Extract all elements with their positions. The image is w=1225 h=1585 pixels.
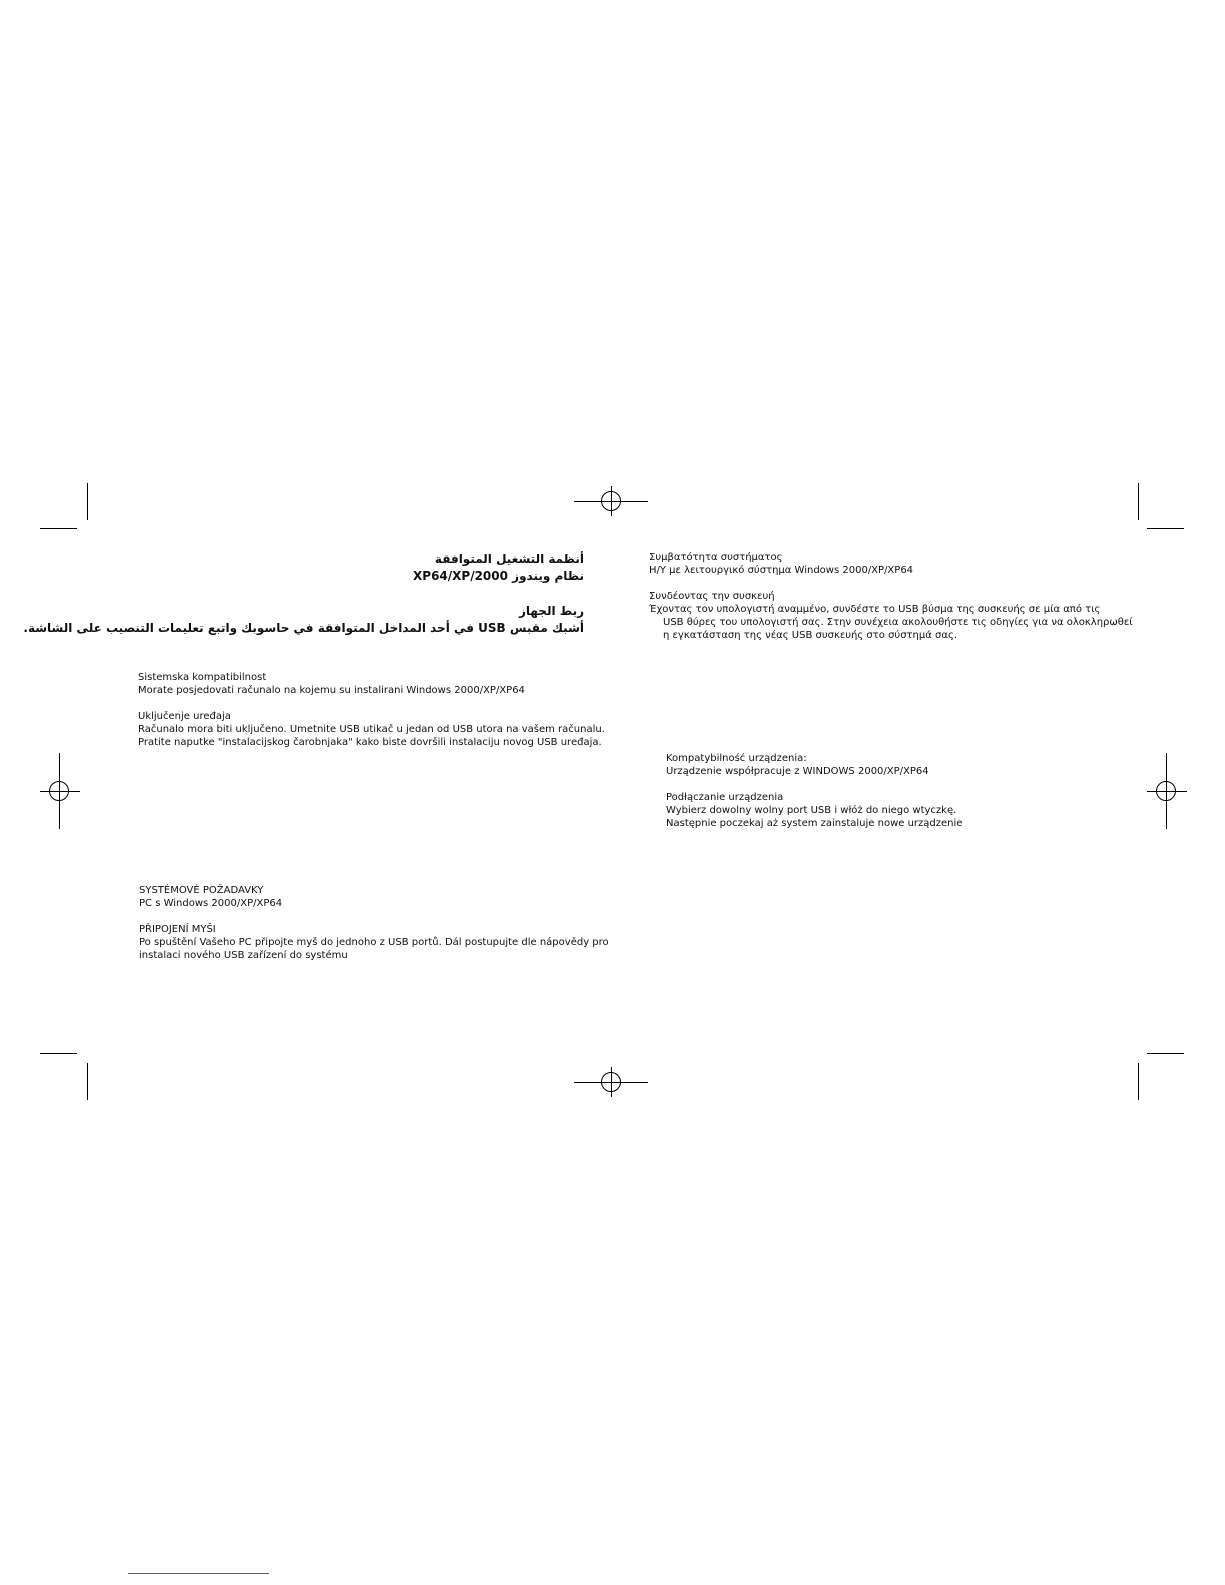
greek-title-connect: Συνδέοντας την συσκευή: [649, 591, 775, 602]
polish-title-connect: Podłączanie urządzenia: [666, 792, 784, 803]
croatian-connect-line-2: Pratite naputke "instalacijskog čarobnjaka" kako biste dovršili instalaciju novog USB uređaja.: [138, 737, 602, 748]
crop-mark-top-right-h: [1147, 528, 1184, 529]
polish-os-line: Urządzenie współpracuje z WINDOWS 2000/XP/XP64: [666, 766, 929, 777]
arabic-connect-instructions: أشبك مقبس USB في أحد المداخل المتوافقة في حاسوبك واتبع تعليمات التنصيب على الشاشة.: [23, 621, 584, 635]
croatian-title-connect: Uključenje uređaja: [138, 711, 231, 722]
czech-os-line: PC s Windows 2000/XP/XP64: [139, 898, 283, 909]
arabic-title-compatibility: أنظمة التشغيل المتوافقة: [434, 552, 584, 566]
registration-target-bottom: [601, 1072, 621, 1092]
arabic-os-line: نظام ويندوز XP64/XP/2000: [413, 569, 584, 583]
greek-title-compatibility: Συμβατότητα συστήματος: [649, 552, 783, 563]
crop-mark-top-left-v: [87, 483, 88, 520]
czech-section: [139, 884, 609, 962]
polish-title-compatibility: Kompatybilność urządzenia:: [666, 753, 807, 764]
crop-mark-bottom-right-v: [1138, 1063, 1139, 1100]
greek-os-line: H/Y με λειτουργικό σύστημα Windows 2000/XP/XP64: [649, 565, 914, 576]
czech-title-connect: PŘIPOJENÍ MYŠI: [139, 924, 216, 935]
crop-mark-top-left-h: [40, 528, 77, 529]
crop-mark-top-right-v: [1138, 483, 1139, 520]
registration-target-top: [601, 491, 621, 511]
croatian-section: [138, 671, 605, 749]
croatian-title-compatibility: Sistemska kompatibilnost: [138, 672, 267, 683]
polish-connect-line-2: Następnie poczekaj aż system zainstaluje nowe urządzenie: [666, 818, 963, 829]
czech-connect-line-2: instalaci nového USB zařízení do systému: [139, 950, 348, 961]
arabic-section: [23, 551, 584, 637]
crop-mark-bottom-left-v: [87, 1063, 88, 1100]
greek-connect-line-3: η εγκατάσταση της νέας USB συσκευής στο σύστημά σας.: [663, 630, 958, 641]
czech-connect-line-1: Po spuštění Vašeho PC připojte myš do jednoho z USB portů. Dál postupujte dle nápovědy pro: [139, 937, 609, 948]
arabic-title-connect: ربط الجهاز: [518, 604, 584, 618]
crop-mark-bottom-right-h: [1147, 1053, 1184, 1054]
czech-title-requirements: SYSTÉMOVÉ POŽADAVKY: [139, 885, 264, 896]
croatian-connect-line-1: Računalo mora biti uključeno. Umetnite USB utikač u jedan od USB utora na vašem računalu.: [138, 724, 605, 735]
polish-connect-line-1: Wybierz dowolny wolny port USB i włóż do niego wtyczkę.: [666, 805, 957, 816]
greek-connect-line-2: USB θύρες του υπολογιστή σας. Στην συνέχεια ακολουθήστε τις οδηγίες για να ολοκληρωθεί: [663, 617, 1133, 628]
footer-underline: [128, 1573, 269, 1574]
greek-section: [649, 551, 1133, 642]
registration-target-right: [1156, 781, 1176, 801]
crop-mark-bottom-left-h: [40, 1053, 77, 1054]
registration-target-left: [49, 781, 69, 801]
polish-section: [666, 752, 962, 830]
greek-connect-line-1: Έχοντας τον υπολογιστή αναμμένο, συνδέστε το USB βύσμα της συσκευής σε μία από τις: [649, 604, 1101, 615]
croatian-os-line: Morate posjedovati računalo na kojemu su instalirani Windows 2000/XP/XP64: [138, 685, 525, 696]
